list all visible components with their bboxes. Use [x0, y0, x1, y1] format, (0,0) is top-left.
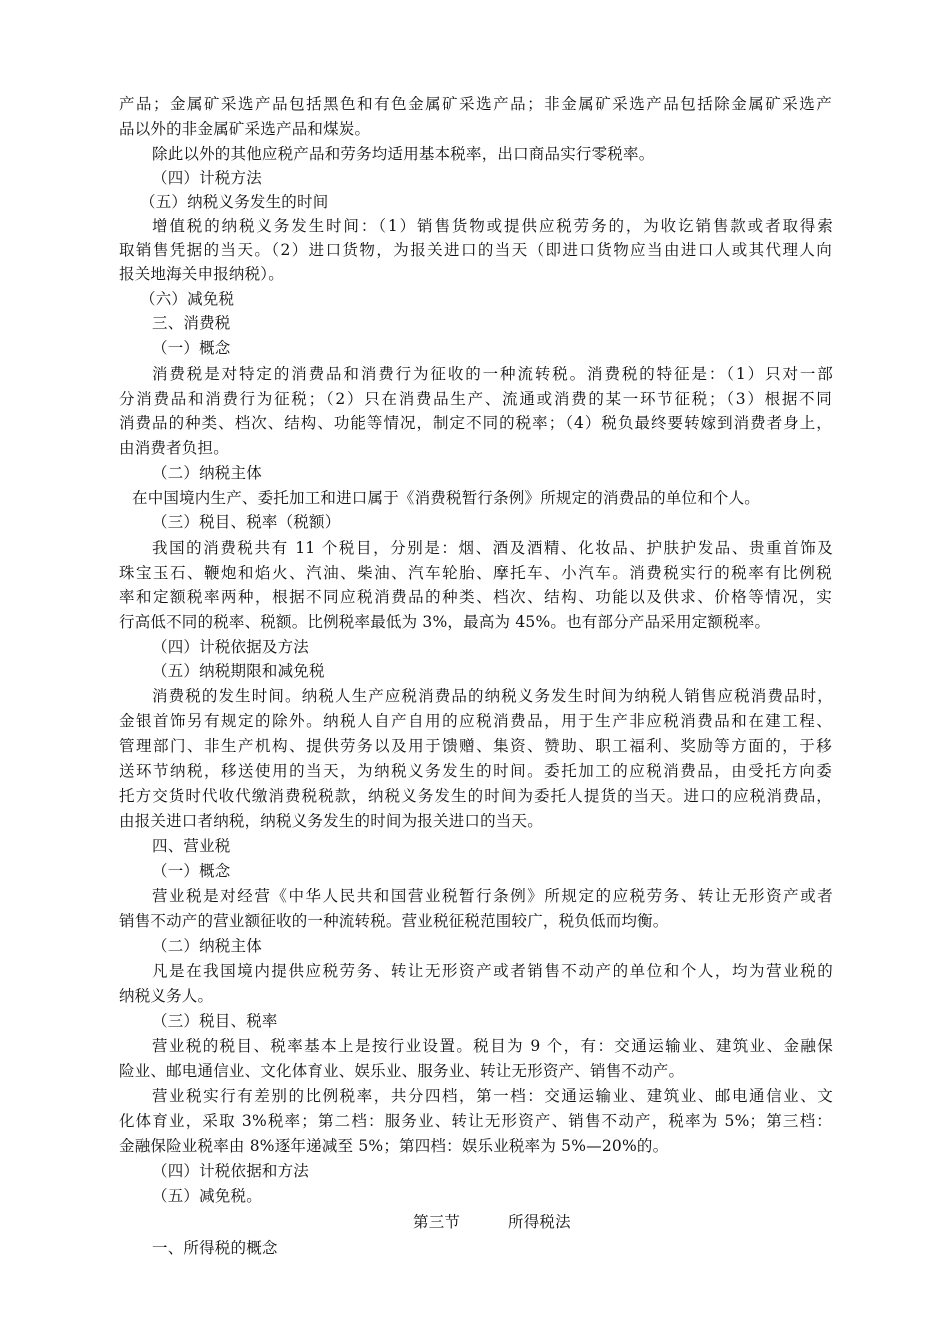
- section-heading: （五）减免税。: [152, 1187, 262, 1205]
- text-line: 取销售凭据的当天。（2）进口货物，为报关进口的当天（即进口货物应当由进口人或其代理人向: [119, 241, 832, 259]
- section-heading: （三）税目、税率: [152, 1012, 278, 1030]
- section-heading: （六）减免税: [140, 290, 235, 308]
- text-line: 营业税是对经营《中华人民共和国营业税暂行条例》所规定的应税劳务、转让无形资产或者: [152, 887, 833, 905]
- section-heading: 一、所得税的概念: [152, 1239, 278, 1257]
- section-title-name: 所得税法: [508, 1213, 571, 1231]
- section-heading: （五）纳税义务发生的时间: [140, 193, 329, 211]
- text-line: 分消费品和消费行为征税；（2）只在消费品生产、流通或消费的某一环节征税；（3）根据不同: [119, 390, 832, 408]
- text-line: 凡是在我国境内提供应税劳务、转让无形资产或者销售不动产的单位和个人，均为营业税的: [152, 962, 833, 980]
- text-line: 托方交货时代收代缴消费税税款，纳税义务发生的时间为委托人提货的当天。进口的应税消费品，: [119, 787, 832, 805]
- text-line: 由消费者负担。: [119, 439, 229, 457]
- section-heading: 三、消费税: [152, 314, 231, 332]
- text-line: 率和定额税率两种，根据不同应税消费品的种类、档次、结构、功能以及供求、价格等情况，实: [119, 588, 832, 606]
- text-line: 消费品的种类、档次、结构、功能等情况，制定不同的税率；（4）税负最终要转嫁到消费者身上，: [119, 414, 832, 432]
- section-heading: （四）计税依据和方法: [152, 1162, 310, 1180]
- section-heading: （四）计税方法: [152, 169, 262, 187]
- section-title-number: 第三节: [413, 1213, 461, 1231]
- text-line: 送环节纳税，移送使用的当天，为纳税义务发生的时间。委托加工的应税消费品，由受托方向委: [119, 762, 832, 780]
- section-heading: （三）税目、税率（税额）: [152, 513, 341, 531]
- text-line: 消费税是对特定的消费品和消费行为征收的一种流转税。消费税的特征是：（1）只对一部: [152, 365, 833, 383]
- text-line: 营业税的税目、税率基本上是按行业设置。税目为 9 个，有：交通运输业、建筑业、金融保: [152, 1037, 833, 1055]
- text-line: 产品；金属矿采选产品包括黑色和有色金属矿采选产品；非金属矿采选产品包括除金属矿采选产: [119, 95, 832, 113]
- text-line: 由报关进口者纳税，纳税义务发生的时间为报关进口的当天。: [119, 812, 543, 830]
- text-line: 营业税实行有差别的比例税率，共分四档，第一档：交通运输业、建筑业、邮电通信业、文: [152, 1087, 833, 1105]
- section-heading: （二）纳税主体: [152, 937, 262, 955]
- text-line: 在中国境内生产、委托加工和进口属于《消费税暂行条例》所规定的消费品的单位和个人。: [132, 489, 761, 507]
- text-line: 品以外的非金属矿采选产品和煤炭。: [119, 120, 371, 138]
- text-line: 增值税的纳税义务发生时间：（1）销售货物或提供应税劳务的，为收讫销售款或者取得索: [152, 217, 833, 235]
- text-line: 险业、邮电通信业、文化体育业、娱乐业、服务业、转让无形资产、销售不动产。: [119, 1062, 685, 1080]
- text-line: 纳税义务人。: [119, 987, 214, 1005]
- section-heading: （一）概念: [152, 339, 231, 357]
- text-line: 珠宝玉石、鞭炮和焰火、汽油、柴油、汽车轮胎、摩托车、小汽车。消费税实行的税率有比例税: [119, 564, 832, 582]
- text-line: 我国的消费税共有 11 个税目，分别是：烟、酒及酒精、化妆品、护肤护发品、贵重首饰及: [152, 539, 833, 557]
- text-line: 消费税的发生时间。纳税人生产应税消费品的纳税义务发生时间为纳税人销售应税消费品时，: [152, 687, 833, 705]
- section-heading: （二）纳税主体: [152, 464, 262, 482]
- section-heading: 四、营业税: [152, 837, 231, 855]
- text-line: 化体育业，采取 3%税率；第二档：服务业、转让无形资产、销售不动产，税率为 5%；第三档：: [119, 1112, 832, 1130]
- section-heading: （四）计税依据及方法: [152, 638, 310, 656]
- text-line: 管理部门、非生产机构、提供劳务以及用于馈赠、集资、赞助、职工福利、奖励等方面的，于移: [119, 737, 832, 755]
- text-line: 金融保险业税率由 8%逐年递减至 5%；第四档：娱乐业税率为 5%—20%的。: [119, 1137, 669, 1155]
- section-heading: （一）概念: [152, 862, 231, 880]
- text-line: 金银首饰另有规定的除外。纳税人自产自用的应税消费品，用于生产非应税消费品和在建工程、: [119, 712, 832, 730]
- text-line: 报关地海关申报纳税）。: [119, 265, 284, 283]
- text-line: 除此以外的其他应税产品和劳务均适用基本税率，出口商品实行零税率。: [152, 145, 655, 163]
- text-line: 销售不动产的营业额征收的一种流转税。营业税征税范围较广，税负低而均衡。: [119, 912, 669, 930]
- section-heading: （五）纳税期限和减免税: [152, 662, 325, 680]
- text-line: 行高低不同的税率、税额。比例税率最低为 3%，最高为 45%。也有部分产品采用定额税率。: [119, 613, 771, 631]
